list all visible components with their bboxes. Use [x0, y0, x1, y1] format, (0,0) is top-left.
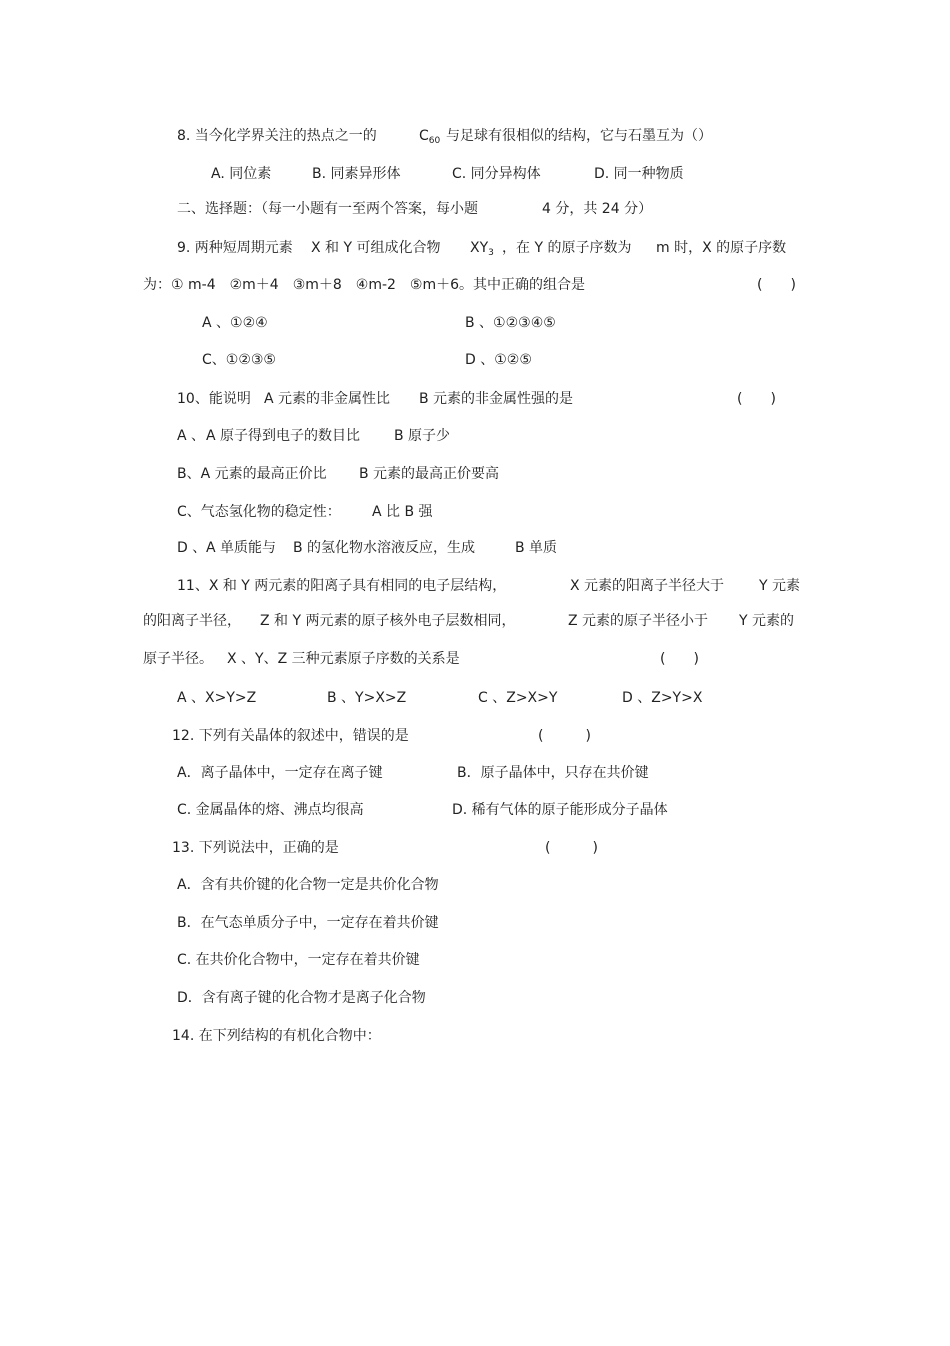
q9-option-b: B 、①②③④⑤ [465, 315, 556, 331]
q14-stem: 14. 在下列结构的有机化合物中： [172, 1028, 381, 1044]
q8-c60-formula [419, 127, 440, 150]
q11-stem-l1b: X 元素的阳离子半径大于 [570, 578, 725, 594]
q8-option-a: A. 同位素 [211, 166, 272, 182]
q10-option-a-label: A 、 [177, 428, 206, 444]
q13-option-b: B．在气态单质分子中，一定存在着共价键 [177, 915, 439, 931]
q12-option-c: C. 金属晶体的熔、沸点均很高 [177, 802, 364, 818]
q13-option-c: C. 在共价化合物中，一定存在着共价键 [177, 952, 420, 968]
q9-stem-c: ，在 Y 的原子序数为 [502, 240, 632, 256]
q11-answer-paren: ( ) [660, 651, 699, 667]
q10-option-d-text: A 单质能与 [206, 540, 277, 556]
q10-stem-a: 10、能说明 [177, 391, 251, 407]
q11-stem-l1a: 11、X 和 Y 两元素的阳离子具有相同的电子层结构， [177, 578, 507, 594]
q10-option-d-text3: B 单质 [515, 540, 558, 556]
q8-option-b: B. 同素异形体 [312, 166, 401, 182]
q13-option-a: A．含有共价键的化合物一定是共价化合物 [177, 877, 439, 893]
q12-option-b: B．原子晶体中，只存在共价键 [457, 765, 649, 781]
q10-option-d-text2: B 的氢化物水溶液反应，生成 [293, 540, 476, 556]
q9-xy3-formula [470, 239, 494, 262]
q10-option-b-text2: B 元素的最高正价要高 [359, 466, 500, 482]
q11-stem-l3b: X 、Y、Z 三种元素原子序数的关系是 [227, 651, 460, 667]
q10-answer-paren: ( ) [737, 391, 776, 407]
q11-option-c: C 、Z>X>Y [478, 690, 558, 706]
q9-stem-d: m 时，X 的原子序数 [656, 240, 787, 256]
q12-option-d: D. 稀有气体的原子能形成分子晶体 [452, 802, 668, 818]
q11-stem-l2d: Y 元素的 [739, 613, 795, 629]
q12-stem: 12. 下列有关晶体的叙述中，错误的是 [172, 728, 409, 744]
q9-stem-line2: 为：① m-4 ②m＋4 ③m＋8 ④m-2 ⑤m＋6。其中正确的组合是 [143, 277, 586, 293]
q12-option-a: A．离子晶体中，一定存在离子键 [177, 765, 383, 781]
q8-option-d: D. 同一种物质 [594, 166, 684, 182]
q9-answer-paren: ( ) [757, 277, 796, 293]
q11-stem-l2b: Z 和 Y 两元素的原子核外电子层数相同， [260, 613, 516, 629]
q10-option-b-text: B、A 元素的最高正价比 [177, 466, 327, 482]
q10-option-c-text: C、气态氢化物的稳定性： [177, 504, 341, 520]
q8-c60-base: C [419, 128, 429, 144]
q9-option-d: D 、①②⑤ [465, 352, 532, 368]
q10-stem-b: A 元素的非金属性比 [264, 391, 391, 407]
q8-stem-post: 与足球有很相似的结构，它与石墨互为（） [446, 128, 712, 144]
q9-stem-a: 9. 两种短周期元素 [177, 240, 293, 256]
section2-heading: 二、选择题：（每一小题有一至两个答案，每小题 [177, 201, 478, 217]
q13-stem: 13. 下列说法中，正确的是 [172, 840, 339, 856]
q10-option-d-label: D 、 [177, 540, 207, 556]
q11-stem-l2a: 的阳离子半径， [143, 613, 241, 629]
q10-option-a-text2: B 原子少 [394, 428, 451, 444]
q9-option-c: C、①②③⑤ [202, 352, 276, 368]
q9-option-a: A 、①②④ [202, 315, 268, 331]
q11-option-d: D 、Z>Y>X [622, 690, 703, 706]
q9-stem-b: X 和 Y 可组成化合物 [311, 240, 441, 256]
q10-option-a-text: A 原子得到电子的数目比 [206, 428, 361, 444]
q10-option-c-text2: A 比 B 强 [372, 504, 433, 520]
q11-stem-l1c: Y 元素 [759, 578, 801, 594]
q11-stem-l2c: Z 元素的原子半径小于 [568, 613, 709, 629]
q13-option-d: D．含有离子键的化合物才是离子化合物 [177, 990, 426, 1006]
q8-option-c: C. 同分异构体 [452, 166, 541, 182]
q11-option-b: B 、Y>X>Z [327, 690, 407, 706]
q9-xy3-sub: 3 [488, 248, 494, 258]
q11-option-a: A 、X>Y>Z [177, 690, 257, 706]
q8-c60-sub: 60 [428, 136, 441, 146]
q9-xy3-base: XY [470, 240, 489, 256]
q8-stem-pre: 8. 当今化学界关注的热点之一的 [177, 128, 377, 144]
q10-stem-c: B 元素的非金属性强的是 [419, 391, 574, 407]
q12-answer-paren: ( ) [538, 728, 591, 744]
section2-heading-score: 4 分，共 24 分） [542, 201, 653, 217]
q11-stem-l3a: 原子半径。 [143, 651, 213, 667]
q13-answer-paren: ( ) [545, 840, 598, 856]
